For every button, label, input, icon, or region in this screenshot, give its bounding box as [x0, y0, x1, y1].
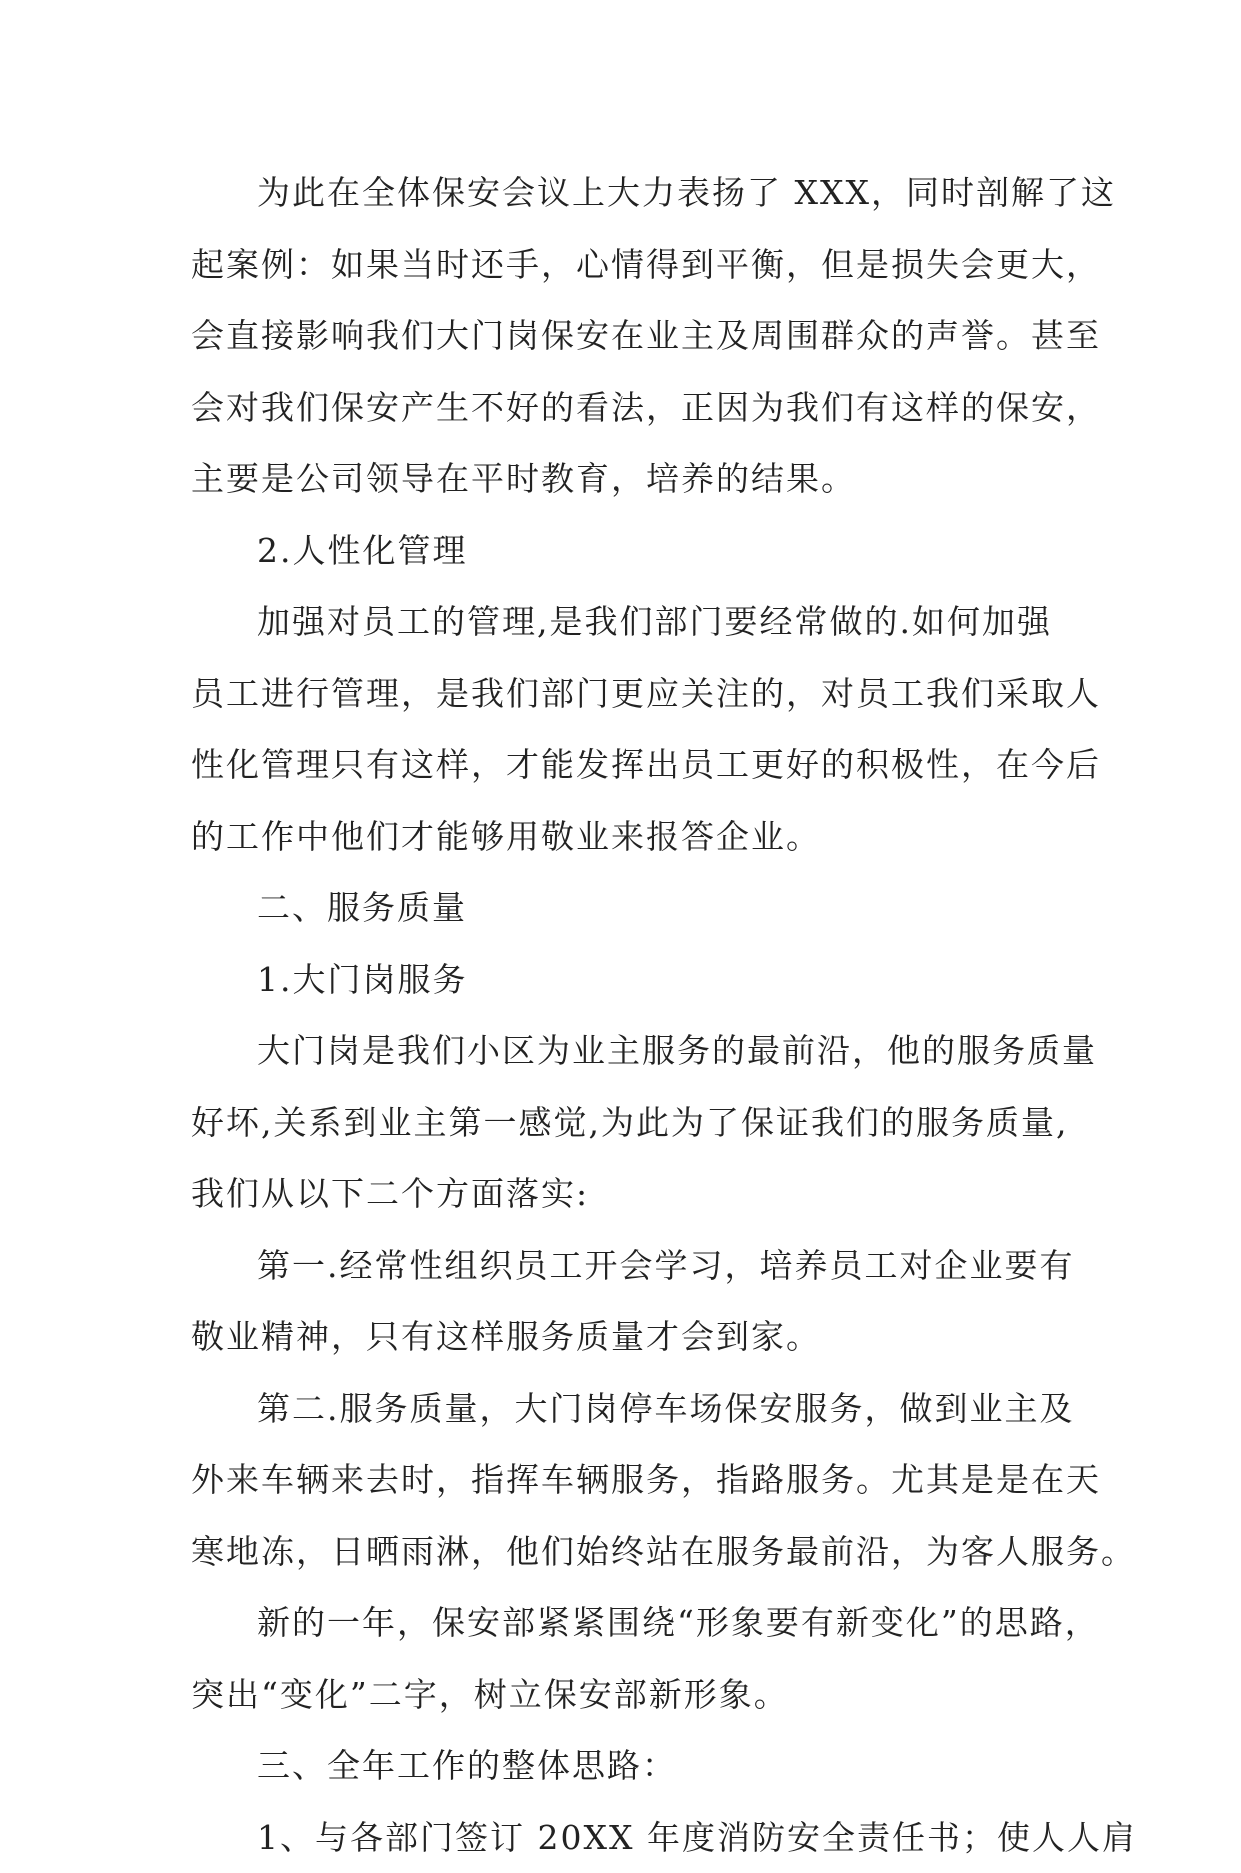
- text-line: 加强对员工的管理,是我们部门要经常做的.如何加强: [191, 586, 1051, 658]
- section-heading: 二、服务质量: [191, 872, 1051, 944]
- text-line: 突出“变化”二字，树立保安部新形象。: [191, 1659, 1051, 1731]
- text-line: 会对我们保安产生不好的看法，正因为我们有这样的保安，: [191, 372, 1051, 444]
- text-line: 外来车辆来去时，指挥车辆服务，指路服务。尤其是是在天: [191, 1444, 1051, 1516]
- section-heading: 2.人性化管理: [191, 515, 1051, 587]
- text-line: 员工进行管理，是我们部门更应关注的，对员工我们采取人: [191, 658, 1051, 730]
- text-line: 起案例：如果当时还手，心情得到平衡，但是损失会更大，: [191, 229, 1051, 301]
- text-line: 我们从以下二个方面落实:: [191, 1158, 1051, 1230]
- text-line: 为此在全体保安会议上大力表扬了 XXX，同时剖解了这: [191, 157, 1051, 229]
- text-line: 第一.经常性组织员工开会学习，培养员工对企业要有: [191, 1230, 1051, 1302]
- text-line: 好坏,关系到业主第一感觉,为此为了保证我们的服务质量,: [191, 1087, 1051, 1159]
- section-heading: 三、全年工作的整体思路：: [191, 1730, 1051, 1802]
- text-line: 敬业精神，只有这样服务质量才会到家。: [191, 1301, 1051, 1373]
- text-line: 第二.服务质量，大门岗停车场保安服务，做到业主及: [191, 1373, 1051, 1445]
- text-line: 主要是公司领导在平时教育，培养的结果。: [191, 443, 1051, 515]
- text-line: 性化管理只有这样，才能发挥出员工更好的积极性，在今后: [191, 729, 1051, 801]
- text-line: 大门岗是我们小区为业主服务的最前沿，他的服务质量: [191, 1015, 1051, 1087]
- text-line: 寒地冻，日晒雨淋，他们始终站在服务最前沿，为客人服务。: [191, 1516, 1051, 1588]
- text-line: 的工作中他们才能够用敬业来报答企业。: [191, 801, 1051, 873]
- text-line: 新的一年，保安部紧紧围绕“形象要有新变化”的思路，: [191, 1587, 1051, 1659]
- text-line: 会直接影响我们大门岗保安在业主及周围群众的声誉。甚至: [191, 300, 1051, 372]
- body-text: [191, 157, 1051, 1873]
- text-line: 1、与各部门签订 20XX 年度消防安全责任书；使人人肩: [191, 1802, 1051, 1873]
- section-heading: 1.大门岗服务: [191, 944, 1051, 1016]
